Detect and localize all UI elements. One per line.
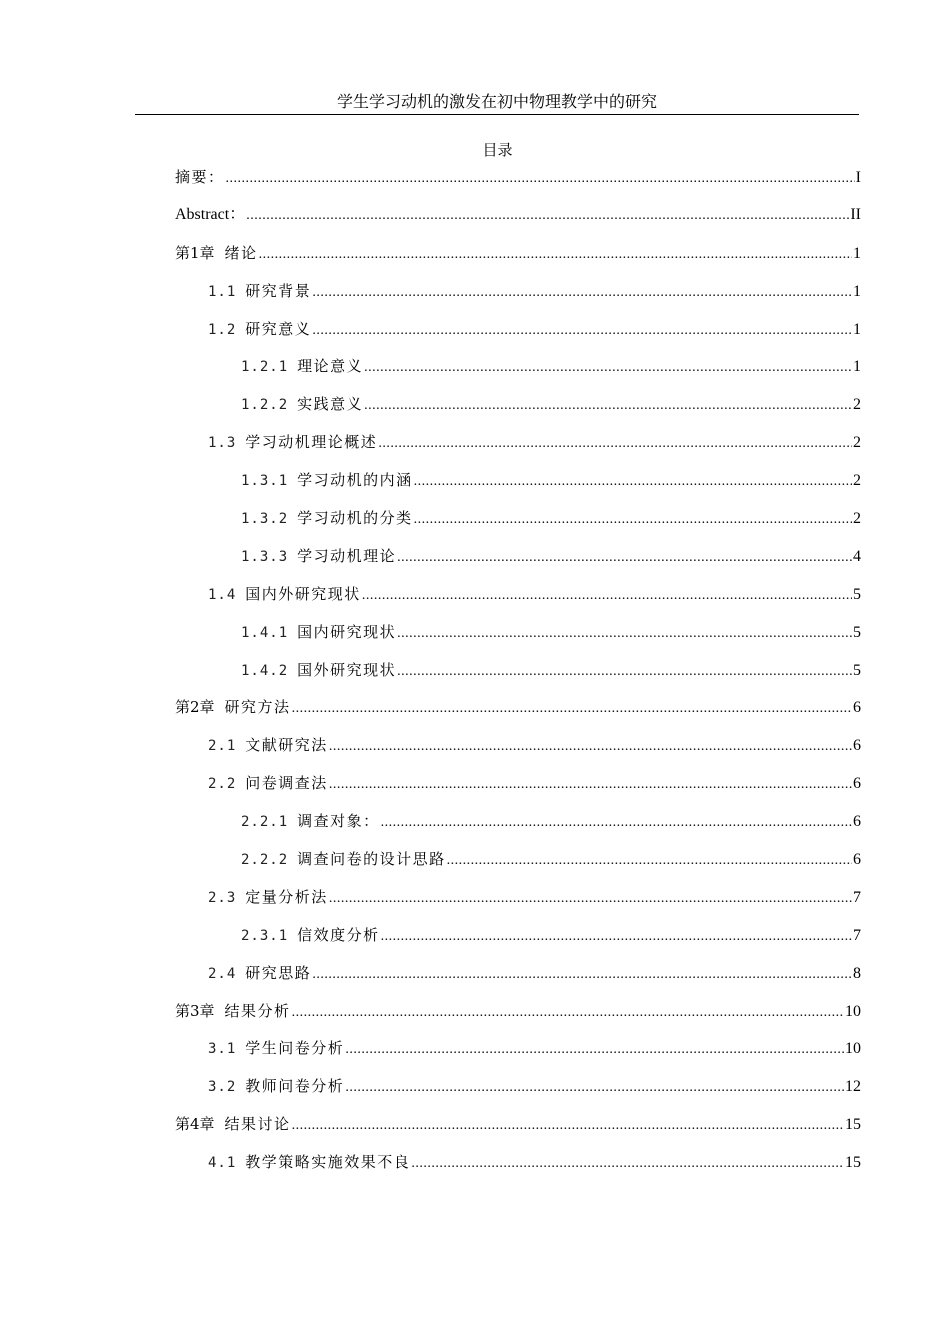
- toc-dot-leader: [364, 357, 852, 379]
- toc-page-number: 1: [853, 244, 861, 262]
- toc-dot-leader: [329, 888, 852, 910]
- toc-entry-number: 1.3.1: [241, 473, 289, 490]
- toc-entry-number: 第2章: [175, 698, 215, 717]
- toc-page-number: 6: [853, 775, 861, 793]
- toc-entry[interactable]: [175, 884, 861, 922]
- toc-entry-title: Abstract：: [175, 205, 246, 223]
- toc-entry-title: 学习动机理论概述: [245, 433, 378, 452]
- toc-entry-number: 1.2: [208, 321, 237, 338]
- toc-entry-title: 研究方法: [224, 698, 291, 717]
- toc-entry-number: 第3章: [175, 1001, 215, 1020]
- toc-dot-leader: [259, 244, 852, 266]
- toc-entry[interactable]: [175, 1073, 861, 1111]
- toc-dot-leader: [312, 282, 852, 304]
- toc-dot-leader: [397, 623, 852, 645]
- toc-entry[interactable]: [175, 1035, 861, 1073]
- toc-page-number: 2: [853, 396, 861, 414]
- toc-entry-title: 研究背景: [245, 281, 312, 300]
- toc-entry[interactable]: [175, 922, 861, 960]
- toc-dot-leader: [362, 585, 852, 607]
- toc-entry-title: 结果分析: [224, 1001, 291, 1020]
- toc-entry-number: 2.3.1: [241, 927, 289, 944]
- toc-page-number: I: [855, 169, 861, 186]
- toc-entry[interactable]: [175, 808, 861, 846]
- toc-dot-leader: [397, 547, 852, 569]
- toc-entry-number: 3.2: [208, 1079, 237, 1096]
- toc-entry[interactable]: [175, 543, 861, 581]
- toc-page-number: 5: [853, 623, 861, 641]
- toc-entry-title: 调查对象：: [297, 812, 380, 831]
- toc-entry[interactable]: [175, 240, 861, 278]
- toc-entry[interactable]: [175, 505, 861, 543]
- toc-entry-title: 国外研究现状: [297, 660, 397, 679]
- toc-entry-title: 实践意义: [297, 395, 364, 414]
- toc-dot-leader: [312, 964, 852, 986]
- toc-dot-leader: [378, 433, 852, 455]
- toc-entry-title: 国内研究现状: [297, 622, 397, 641]
- toc-entry-title: 学习动机的内涵: [297, 471, 413, 490]
- toc-entry[interactable]: [175, 694, 861, 732]
- toc-entry[interactable]: [175, 619, 861, 657]
- toc-entry-number: 1.4.1: [241, 624, 289, 641]
- toc-entry-number: 2.2.1: [241, 814, 289, 831]
- toc-page-number: 1: [853, 282, 861, 300]
- toc-page-number: 5: [853, 585, 861, 603]
- toc-entry-title: 调查问卷的设计思路: [297, 850, 446, 869]
- toc-dot-leader: [226, 168, 855, 190]
- toc-dot-leader: [312, 320, 852, 342]
- toc-entry-number: 2.2.2: [241, 852, 289, 869]
- toc-entry[interactable]: [175, 657, 861, 695]
- toc-dot-leader: [381, 812, 852, 834]
- toc-entry-title: 国内外研究现状: [245, 584, 361, 603]
- toc-entry-number: 1.3: [208, 435, 237, 452]
- toc-dot-leader: [397, 661, 852, 683]
- toc-entry-title: 学习动机理论: [297, 546, 397, 565]
- toc-page-number: II: [850, 205, 861, 223]
- toc-entry-number: 1.2.1: [241, 359, 289, 376]
- toc-dot-leader: [414, 509, 852, 531]
- toc-entry-number: 1.2.2: [241, 397, 289, 414]
- toc-page-number: 12: [845, 1078, 861, 1096]
- toc-page-number: 5: [853, 661, 861, 679]
- toc-page-number: 6: [853, 851, 861, 869]
- toc-entry-title: 文献研究法: [245, 736, 328, 755]
- toc-entry[interactable]: [175, 732, 861, 770]
- toc-entry-number: 2.3: [208, 889, 237, 906]
- toc-page-number: 8: [853, 964, 861, 982]
- toc-entry-number: 2.2: [208, 776, 237, 793]
- toc-page-number: 1: [853, 320, 861, 338]
- toc-entry[interactable]: [175, 467, 861, 505]
- toc-dot-leader: [329, 774, 852, 796]
- toc-entry[interactable]: [175, 1111, 861, 1149]
- toc-entry-number: 1.4: [208, 586, 237, 603]
- toc-dot-leader: [364, 395, 852, 417]
- toc-page-number: 2: [853, 472, 861, 490]
- toc-entry[interactable]: [175, 429, 861, 467]
- toc-dot-leader: [292, 698, 852, 720]
- toc-entry-title: 绪论: [224, 243, 258, 262]
- toc-page-number: 6: [853, 699, 861, 717]
- toc-dot-leader: [414, 471, 852, 493]
- toc-entry-number: 第4章: [175, 1115, 215, 1134]
- toc-entry-number: 2.4: [208, 965, 237, 982]
- toc-dot-leader: [381, 926, 852, 948]
- toc-dot-leader: [246, 205, 849, 227]
- toc-entry[interactable]: [175, 278, 861, 316]
- toc-entry-number: 1.3.3: [241, 548, 289, 565]
- toc-entry[interactable]: [175, 846, 861, 884]
- toc-page-number: 2: [853, 434, 861, 452]
- toc-entry-number: 4.1: [208, 1155, 237, 1172]
- toc-page-number: 6: [853, 813, 861, 831]
- toc-entry[interactable]: [175, 960, 861, 998]
- toc-dot-leader: [329, 736, 852, 758]
- toc-page-number: 10: [845, 1002, 861, 1020]
- toc-page-number: 7: [853, 888, 861, 906]
- toc-entry-title: 教师问卷分析: [245, 1077, 345, 1096]
- toc-dot-leader: [292, 1002, 844, 1024]
- toc-entry-title: 研究意义: [245, 319, 312, 338]
- toc-entry-title: 问卷调查法: [245, 774, 328, 793]
- running-title: 学生学习动机的激发在初中物理教学中的研究: [336, 92, 657, 111]
- toc-title: 目录: [482, 141, 513, 159]
- toc-entry[interactable]: [175, 998, 861, 1036]
- toc-entry-number: 1.1: [208, 283, 237, 300]
- toc-entry[interactable]: [175, 316, 861, 354]
- toc-page-number: 6: [853, 737, 861, 755]
- toc-page-number: 1: [853, 358, 861, 376]
- toc-entry[interactable]: [175, 581, 861, 619]
- toc-page-number: 4: [853, 547, 861, 565]
- toc-page-number: 2: [853, 510, 861, 528]
- toc-entry[interactable]: [175, 353, 861, 391]
- toc-dot-leader: [345, 1039, 844, 1061]
- toc-entry-title: 定量分析法: [245, 887, 328, 906]
- toc-dot-leader: [411, 1153, 844, 1175]
- toc-entry-title: 学生问卷分析: [245, 1039, 345, 1058]
- toc-entry-title: 研究思路: [245, 963, 312, 982]
- toc-entry-number: 3.1: [208, 1041, 237, 1058]
- toc-page-number: 15: [845, 1154, 861, 1172]
- toc-entry-title: 理论意义: [297, 357, 364, 376]
- toc-dot-leader: [447, 850, 852, 872]
- toc-entry[interactable]: [175, 1149, 861, 1187]
- toc-page-number: 15: [845, 1116, 861, 1134]
- toc-entry-number: 2.1: [208, 738, 237, 755]
- toc-entry-title: 结果讨论: [224, 1115, 291, 1134]
- toc-entry-title: 信效度分析: [297, 925, 380, 944]
- toc-entry-title: 摘要：: [175, 168, 225, 186]
- toc-entry-number: 1.4.2: [241, 662, 289, 679]
- toc-dot-leader: [345, 1077, 844, 1099]
- toc-entry-title: 学习动机的分类: [297, 509, 413, 528]
- toc-entry[interactable]: [175, 164, 861, 202]
- table-of-contents: [175, 164, 861, 1187]
- toc-page-number: 10: [845, 1040, 861, 1058]
- toc-entry-number: 1.3.2: [241, 511, 289, 528]
- toc-entry[interactable]: [175, 391, 861, 429]
- toc-entry-title: 教学策略实施效果不良: [245, 1153, 411, 1172]
- toc-entry[interactable]: [175, 770, 861, 808]
- page-header: [135, 92, 859, 115]
- toc-dot-leader: [292, 1115, 844, 1137]
- toc-entry[interactable]: [175, 202, 861, 240]
- toc-entry-number: 第1章: [175, 243, 215, 262]
- toc-page-number: 7: [853, 926, 861, 944]
